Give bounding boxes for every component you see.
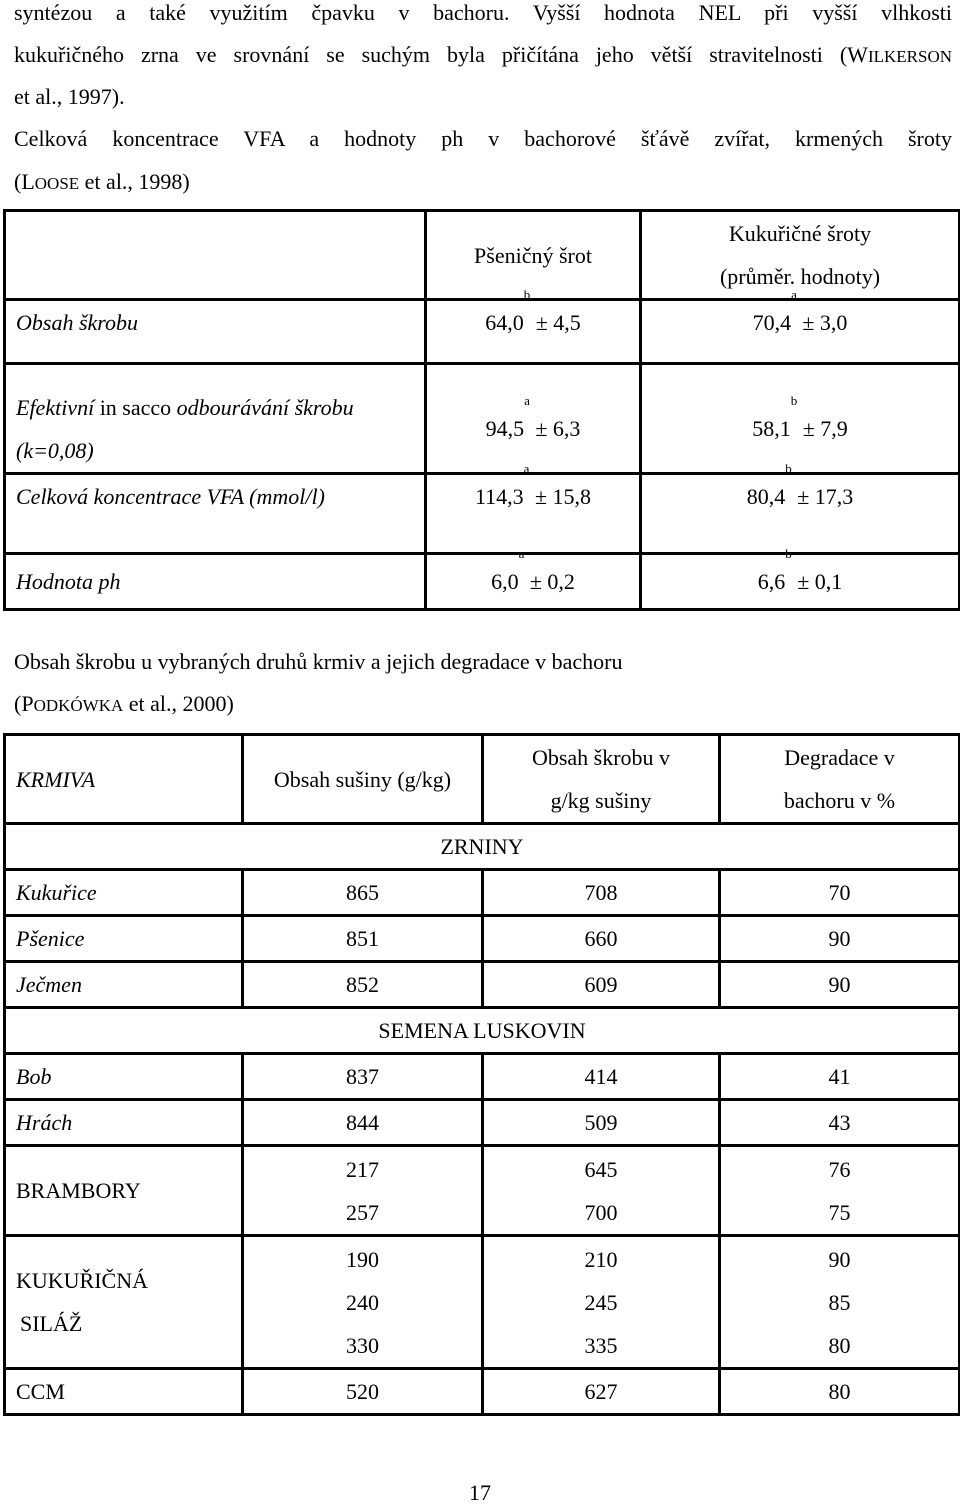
row-name: BRAMBORY [5, 1146, 243, 1236]
table-vfa-ph [3, 209, 960, 611]
table1-cell-psenicny [426, 461, 641, 554]
table2-row-psenice [5, 916, 960, 962]
cell-skrob [483, 1236, 720, 1369]
superscript: b [785, 546, 792, 561]
table2-row-brambory [5, 1146, 960, 1236]
table2-header-susina: Obsah sušiny (g/kg) [243, 735, 483, 824]
cell-error: ± 7,9 [797, 416, 848, 441]
table1-row-obsah-skrobu [5, 300, 960, 364]
table2-row-silaz [5, 1236, 960, 1369]
cell-line: 700 [584, 1199, 618, 1225]
cell-line: 645 [584, 1156, 618, 1182]
table2-row-hrach [5, 1100, 960, 1146]
table1-header-kukuricne-line2: (průměr. hodnoty) [719, 264, 881, 289]
table1-caption-author: OOSE [34, 174, 80, 193]
cell-skrob: 627 [483, 1369, 720, 1415]
label-part: in sacco [94, 395, 177, 420]
cell-susina: 852 [243, 962, 483, 1008]
table1-header-empty [5, 211, 426, 300]
table1-row-vfa [5, 474, 960, 554]
table1-cell-psenicny [426, 364, 641, 474]
row-name: Bob [5, 1054, 243, 1100]
cell-degradace: 43 [720, 1100, 960, 1146]
cell-line: 240 [346, 1289, 379, 1315]
table1-cell-kukuricne [641, 546, 960, 610]
cell-susina: 837 [243, 1054, 483, 1100]
cell-degradace: 90 [720, 916, 960, 962]
table2-row-bob [5, 1054, 960, 1100]
cell-value: 6,0 [491, 569, 519, 594]
row-name: Hrách [5, 1100, 243, 1146]
table2-caption-rest: et al., 2000) [123, 691, 234, 716]
table1-header-row [5, 211, 960, 300]
table1-row-ph [5, 554, 960, 610]
cell-line: 190 [346, 1246, 379, 1272]
superscript: a [518, 546, 525, 561]
cell-degradace: 80 [720, 1369, 960, 1415]
cell-line: 85 [828, 1289, 851, 1315]
cell-value: 80,4 [746, 484, 786, 509]
header-line: bachoru v % [783, 788, 896, 813]
name-line: KUKUŘIČNÁ [16, 1268, 148, 1293]
cell-degradace [720, 1146, 960, 1236]
superscript: b [785, 461, 792, 476]
cell-skrob: 609 [483, 962, 720, 1008]
table1-cell-psenicny [426, 287, 641, 364]
table1-caption-line-2 [14, 161, 190, 205]
table1-caption-open: (L [14, 169, 35, 194]
row-name: Ječmen [5, 962, 243, 1008]
cell-degradace: 70 [720, 870, 960, 916]
cell-susina [243, 1236, 483, 1369]
cell-skrob [483, 1146, 720, 1236]
header-line: Obsah škrobu v [531, 745, 671, 770]
cell-degradace: 90 [720, 962, 960, 1008]
table1-cell-kukuricne [641, 287, 960, 364]
superscript: b [523, 287, 531, 302]
cell-line: 335 [584, 1332, 618, 1358]
row-name: Kukuřice [5, 870, 243, 916]
superscript: a [523, 461, 530, 476]
table2-section-semena [5, 1008, 960, 1054]
superscript: a [524, 393, 530, 408]
cell-skrob: 660 [483, 916, 720, 962]
cell-value: 94,5 [485, 416, 525, 441]
intro-author-smallcaps: ILKERSON [867, 47, 952, 66]
table1-row-label: Celková koncentrace VFA (mmol/l) [5, 474, 426, 554]
label-part: Efektivní [16, 395, 95, 420]
cell-error: ± 0,2 [524, 569, 575, 594]
cell-susina: 844 [243, 1100, 483, 1146]
cell-value: 70,4 [752, 310, 792, 335]
row-name [5, 1236, 243, 1369]
table1-caption-rest: et al., 1998) [79, 169, 190, 194]
intro-line-2 [14, 34, 952, 78]
cell-skrob: 708 [483, 870, 720, 916]
cell-value: 64,0 [485, 310, 524, 335]
row-name: Pšenice [5, 916, 243, 962]
cell-value: 58,1 [752, 416, 791, 441]
cell-degradace: 41 [720, 1054, 960, 1100]
cell-line: 217 [346, 1156, 379, 1182]
table1-row-label: Hodnota ph [5, 554, 426, 610]
cell-susina: 851 [243, 916, 483, 962]
intro-line-3: et al., 1997). [14, 84, 125, 109]
table2-header-krmiva: KRMIVA [5, 735, 243, 824]
cell-line: 76 [828, 1156, 851, 1182]
cell-line: 330 [346, 1332, 379, 1358]
cell-skrob: 509 [483, 1100, 720, 1146]
cell-line: 245 [584, 1289, 618, 1315]
cell-error: ± 15,8 [529, 484, 592, 509]
cell-line: 90 [828, 1246, 851, 1272]
table1-cell-kukuricne [641, 364, 960, 474]
intro-line-2-text: kukuřičného zrna ve srovnání se suchým byla přičítána jeho větší stravitelnosti (W [14, 42, 868, 67]
table2-row-kukurice [5, 870, 960, 916]
cell-error: ± 3,0 [796, 310, 848, 335]
header-line: g/kg sušiny [550, 788, 652, 813]
cell-error: ± 4,5 [530, 310, 581, 335]
table2-header-row [5, 735, 960, 824]
table2-caption-author: ODKÓWKA [33, 696, 124, 715]
cell-skrob: 414 [483, 1054, 720, 1100]
table1-header-kukuricne-line1: Kukuřičné šroty [728, 221, 872, 246]
table2-header-degradace [720, 735, 960, 824]
name-line: SILÁŽ [20, 1311, 83, 1336]
superscript: a [791, 287, 797, 302]
cell-value: 6,6 [757, 569, 786, 594]
cell-susina: 865 [243, 870, 483, 916]
row-name: CCM [5, 1369, 243, 1415]
table1-cell-kukuricne [641, 461, 960, 554]
table2-header-skrob [483, 735, 720, 824]
cell-error: ± 6,3 [529, 416, 581, 441]
cell-value: 114,3 [474, 484, 524, 509]
table2-section-zrniny [5, 824, 960, 870]
table2-caption-open: (P [14, 691, 34, 716]
table2-row-ccm [5, 1369, 960, 1415]
cell-susina [243, 1146, 483, 1236]
table1-row-label: Obsah škrobu [5, 300, 426, 364]
cell-susina: 520 [243, 1369, 483, 1415]
cell-error: ± 0,1 [791, 569, 843, 594]
section-title-semena: SEMENA LUSKOVIN [5, 1008, 960, 1054]
table2-row-jecmen [5, 962, 960, 1008]
label-part: (k=0,08) [16, 438, 94, 463]
cell-error: ± 17,3 [791, 484, 854, 509]
cell-line: 210 [584, 1246, 618, 1272]
intro-line-1: syntézou a také využitím čpavku v bachoru. Vyšší hodnota NEL při vyšší vlhkosti [14, 0, 952, 25]
table2-caption-line-2 [14, 683, 234, 727]
table1-cell-psenicny [426, 546, 641, 610]
cell-line: 257 [346, 1199, 379, 1225]
header-line: Degradace v [784, 745, 895, 770]
cell-line: 75 [828, 1199, 851, 1225]
cell-line: 80 [828, 1332, 851, 1358]
table1-header-psenicny: Pšeničný šrot [426, 211, 641, 300]
table1-caption-line-1: Celková koncentrace VFA a hodnoty ph v bachorové šťávě zvířat, krmených šroty [14, 126, 952, 151]
table-starch-feeds [3, 733, 960, 1416]
page-number: 17 [469, 1480, 491, 1505]
table2-caption-line-1: Obsah škrobu u vybraných druhů krmiv a jejich degradace v bachoru [14, 649, 623, 674]
table1-row-label [5, 364, 426, 474]
superscript: b [790, 393, 798, 408]
label-part: odbourávání škrobu [176, 395, 354, 420]
table1-header-kukuricne [641, 211, 960, 300]
section-title-zrniny: ZRNINY [5, 824, 960, 870]
cell-degradace [720, 1236, 960, 1369]
table1-row-efektivni [5, 364, 960, 474]
